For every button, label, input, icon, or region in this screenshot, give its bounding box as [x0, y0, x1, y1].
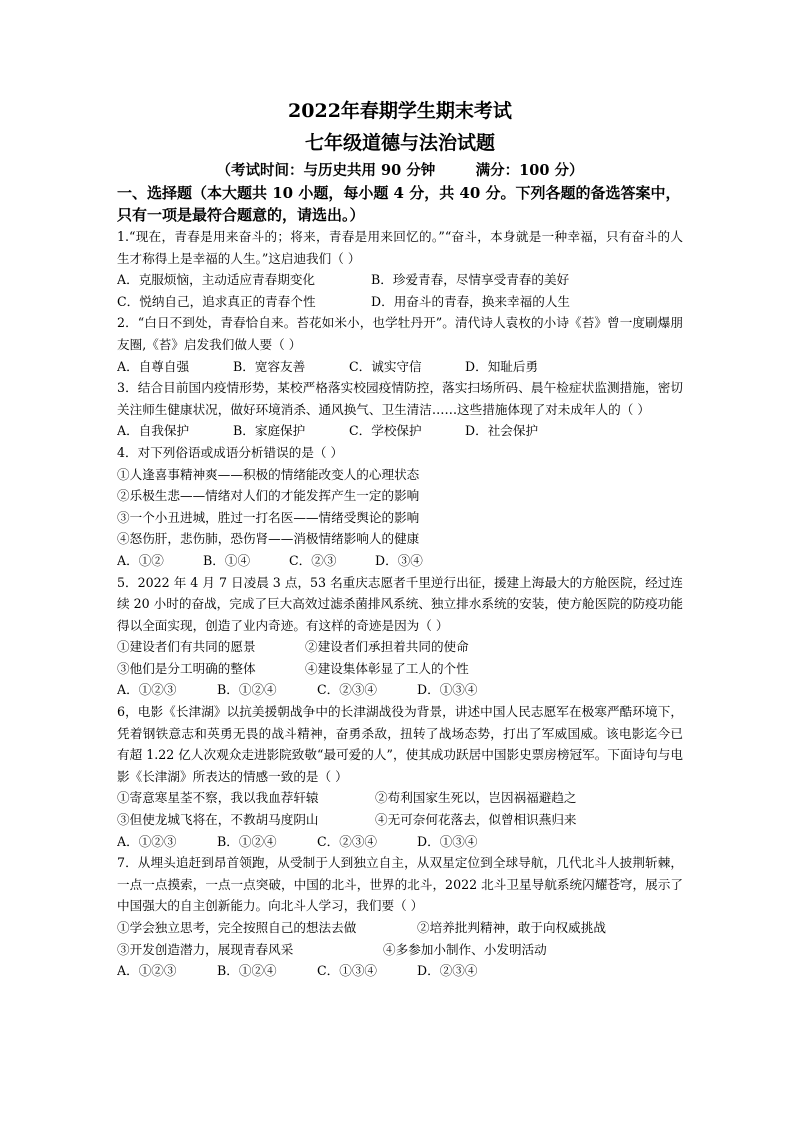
option-c: C．诚实守信 — [349, 358, 422, 374]
exam-title: 2022年春期学生期末考试 — [288, 100, 512, 122]
statement: ①学会独立思考，完全按照自己的想法去做 — [117, 920, 357, 935]
question-2 — [117, 312, 683, 377]
option-a: A．①②③ — [117, 833, 177, 849]
option-c: C．学校保护 — [349, 423, 422, 439]
option-b: B．①②④ — [217, 963, 277, 979]
option-b: B．①④ — [203, 552, 251, 568]
option-row — [117, 269, 683, 291]
option-d: D．知耻后勇 — [465, 358, 539, 374]
option-a: A．①②③ — [117, 682, 177, 698]
statement: ①人逢喜事精神爽——积极的情绪能改变人的心理状态 — [117, 466, 420, 482]
section-heading: 一、选择题（本大题共 10 小题，每小题 4 分，共 40 分。下列各题的备选答案中，只有一项是最符合题意的，请选出。） — [117, 184, 681, 224]
statement: ②乐极生悲——情绪对人们的才能发挥产生一定的影响 — [117, 488, 420, 504]
statement: ③一个小丑进城，胜过一打名医——情绪受舆论的影响 — [117, 509, 420, 525]
option-d: D．用奋斗的青春，换来幸福的人生 — [371, 293, 571, 309]
question-stem: 2．“白日不到处，青春恰自来。苔花如米小，也学牡丹开”。清代诗人袁枚的小诗《苔》曾一度刷爆朋友圈,《苔》启发我们做人要（ ） — [117, 315, 683, 352]
option-b: B．宽容友善 — [233, 358, 306, 374]
option-a: A．自我保护 — [117, 423, 190, 439]
statement: ③他们是分工明确的整体 — [117, 660, 256, 676]
statement-row — [117, 636, 683, 658]
option-b: B．家庭保护 — [233, 423, 306, 439]
option-b: B．珍爱青春，尽情享受青春的美好 — [371, 272, 570, 288]
question-stem: 7．从埋头追赶到昂首领跑，从受制于人到独立自主，从双星定位到全球导航，几代北斗人披荆斩棘，一点一点摸索，一点一点突破，中国的北斗，世界的北斗，2022 北斗卫星导航系统闪耀苍穹，展示了中国强大的自主创新能力。向北斗人学习，我们要（ ） — [117, 855, 683, 914]
statement: ①寄意寒星荃不察，我以我血荐轩辕 — [117, 790, 319, 806]
option-b: B．①②④ — [217, 833, 277, 849]
option-d: D．①③④ — [417, 833, 478, 849]
exam-info: （考试时间：与历史共用 90 分钟 满分：100 分） — [216, 162, 584, 179]
option-c: C．①③④ — [317, 963, 378, 979]
statement: ④多参加小制作、小发明活动 — [383, 941, 547, 957]
statement: ②苟利国家生死以，岂因祸福避趋之 — [375, 790, 577, 806]
statement: ②培养批判精神，敢于向权威挑战 — [417, 920, 606, 935]
option-row — [117, 550, 683, 572]
option-c: C．悦纳自己，追求真正的青春个性 — [117, 293, 316, 309]
question-stem: 6，电影《长津湖》以抗美援朝战争中的长津湖战役为背景，讲述中国人民志愿军在极寒严酷环境下，凭着钢铁意志和英勇无畏的战斗精神，奋勇杀敌，扭转了战场态势，打出了军威国威。该电影迄今已有超 1.22 亿人次观众走进影院致敬“最可爱的人”，使其成功跃居中国影史票房榜冠军。下面诗句与电影《长津湖》所表达的情感一致的是（ ） — [117, 704, 683, 784]
option-c: C．②③④ — [317, 833, 378, 849]
statement: ①建设者们有共同的愿景 — [117, 639, 256, 655]
statement-row — [117, 939, 683, 961]
question-6 — [117, 701, 683, 852]
page-content — [117, 98, 683, 982]
option-c: C．②③ — [289, 552, 337, 568]
option-row — [117, 960, 683, 982]
option-d: D．社会保护 — [465, 423, 539, 439]
question-3 — [117, 377, 683, 442]
option-c: C．②③④ — [317, 682, 378, 698]
option-row — [117, 420, 683, 442]
option-row — [117, 831, 683, 853]
option-d: D．②③④ — [417, 963, 478, 979]
question-7 — [117, 852, 683, 982]
option-d: D．①③④ — [417, 682, 478, 698]
option-a: A．克服烦恼，主动适应青春期变化 — [117, 272, 316, 288]
statement: ④建设集体彰显了工人的个性 — [305, 660, 469, 676]
option-a: A．自尊自强 — [117, 358, 190, 374]
statement: ④无可奈何花落去，似曾相识燕归来 — [375, 812, 577, 828]
question-4 — [117, 442, 683, 572]
question-stem: 3．结合目前国内疫情形势，某校严格落实校园疫情防控，落实扫场所码、晨午检症状监测措施，密切关注师生健康状况，做好环境消杀、通风换气、卫生清洁……这些措施体现了对未成年人的（ ） — [117, 380, 683, 417]
exam-subtitle: 七年级道德与法治试题 — [304, 132, 495, 154]
statement: ③但使龙城飞将在，不教胡马度阴山 — [117, 812, 319, 828]
option-row — [117, 356, 683, 378]
statement: ②建设者们承担着共同的使命 — [305, 639, 469, 655]
option-row — [117, 679, 683, 701]
statement-row — [117, 917, 683, 939]
statement: ④怒伤肝，悲伤肺，恐伤肾——消极情绪影响人的健康 — [117, 531, 420, 547]
question-5 — [117, 572, 683, 702]
question-1 — [117, 226, 683, 312]
option-a: A．①② — [117, 552, 164, 568]
option-b: B．①②④ — [217, 682, 277, 698]
statement-row — [117, 809, 683, 831]
question-stem: 5．2022 年 4 月 7 日凌晨 3 点，53 名重庆志愿者千里逆行出征，援建上海最大的方舱医院，经过连续 20 小时的奋战，完成了巨大高效过滤杀菌排风系统、独立排水系统的安装，使方舱医院的防疫功能得以全面实现，创造了业内奇迹。有这样的奇迹是因为（ ） — [117, 574, 683, 633]
option-d: D．③④ — [375, 552, 423, 568]
question-stem: 4．对下列俗语或成语分析错误的是（ ） — [117, 444, 344, 460]
statement: ③开发创造潜力，展现青春风采 — [117, 941, 294, 957]
option-row — [117, 291, 683, 313]
option-a: A．①②③ — [117, 963, 177, 979]
question-stem: 1.“现在，青春是用来奋斗的；将来，青春是用来回忆的。”“奋斗，本身就是一种幸福，只有奋斗的人生才称得上是幸福的人生。”这启迪我们（ ） — [117, 229, 683, 266]
statement-row — [117, 787, 683, 809]
statement-row — [117, 658, 683, 680]
